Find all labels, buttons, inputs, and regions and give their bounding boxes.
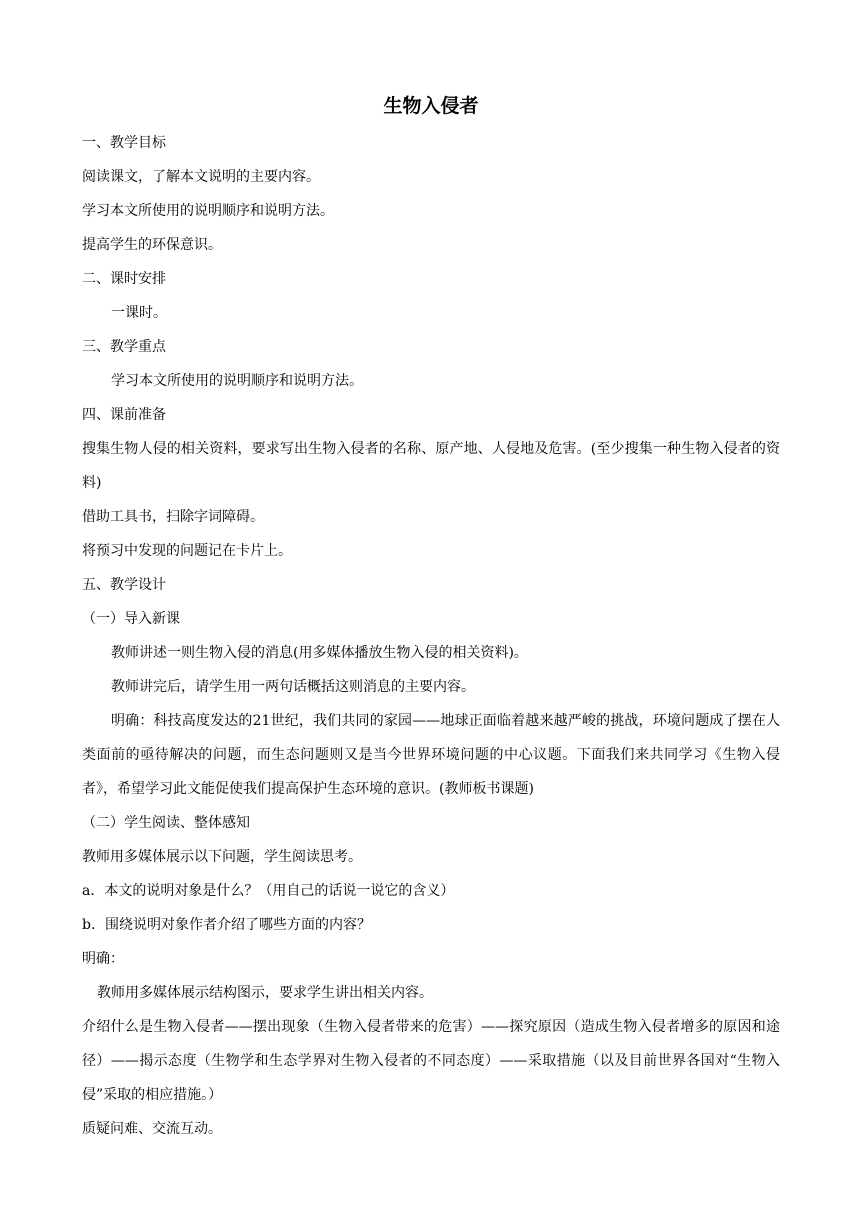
discussion-paragraph: 质疑问难、交流互动。 xyxy=(82,1121,222,1137)
section-heading-schedule: 二、课时安排 xyxy=(82,271,166,287)
document-title: 生物入侵者 xyxy=(383,95,479,117)
answer-label: 明确： xyxy=(82,951,124,967)
intro-paragraph: 教师讲完后，请学生用一两句话概括这则消息的主要内容。 xyxy=(111,679,475,695)
section-heading-objectives: 一、教学目标 xyxy=(82,135,166,151)
preparation-item: 搜集生物人侵的相关资料，要求写出生物入侵者的名称、原产地、人侵地及危害。(至少搜集一种生物入侵者的资料) xyxy=(82,441,780,491)
key-point-text: 学习本文所使用的说明顺序和说明方法。 xyxy=(111,373,363,389)
question-item-a: a．本文的说明对象是什么？（用自己的话说一说它的含义） xyxy=(82,883,455,899)
intro-paragraph: 教师讲述一则生物入侵的消息(用多媒体播放生物入侵的相关资料)。 xyxy=(111,645,528,661)
schedule-text: 一课时。 xyxy=(111,305,167,321)
document-page xyxy=(82,92,780,1146)
section-heading-preparation: 四、课前准备 xyxy=(82,407,166,423)
intro-conclusion-paragraph: 明确：科技高度发达的21世纪，我们共同的家园——地球正面临着越来越严峻的挑战，环境问题成了摆在人类面前的亟待解决的问题，而生态问题则又是当今世界环境问题的中心议题。下面我们来共同学习《生物入侵者》，希望学习此文能促使我们提高保护生态环境的意识。(教师板书课题) xyxy=(82,713,780,797)
section-heading-design: 五、教学设计 xyxy=(82,577,166,593)
objective-item: 学习本文所使用的说明顺序和说明方法。 xyxy=(82,203,334,219)
section-heading-key-points: 三、教学重点 xyxy=(82,339,166,355)
subsection-heading-reading: （二）学生阅读、整体感知 xyxy=(82,815,250,831)
preparation-item: 将预习中发现的问题记在卡片上。 xyxy=(82,543,292,559)
preparation-item: 借助工具书，扫除字词障碍。 xyxy=(82,509,264,525)
subsection-heading-intro: （一）导入新课 xyxy=(82,611,180,627)
objective-item: 提高学生的环保意识。 xyxy=(82,237,222,253)
objective-item: 阅读课文，了解本文说明的主要内容。 xyxy=(82,169,320,185)
structure-paragraph: 介绍什么是生物入侵者——摆出现象（生物入侵者带来的危害）——探究原因（造成生物入侵者增多的原因和途径）——揭示态度（生物学和生态学界对生物入侵者的不同态度）——采取措施（以及目前世界各国对“生物入侵”采取的相应措施。） xyxy=(82,1019,780,1103)
reading-paragraph: 教师用多媒体展示以下问题，学生阅读思考。 xyxy=(82,849,362,865)
question-item-b: b．围绕说明对象作者介绍了哪些方面的内容？ xyxy=(82,917,371,933)
answer-paragraph: 教师用多媒体展示结构图示，要求学生讲出相关内容。 xyxy=(97,985,433,1001)
